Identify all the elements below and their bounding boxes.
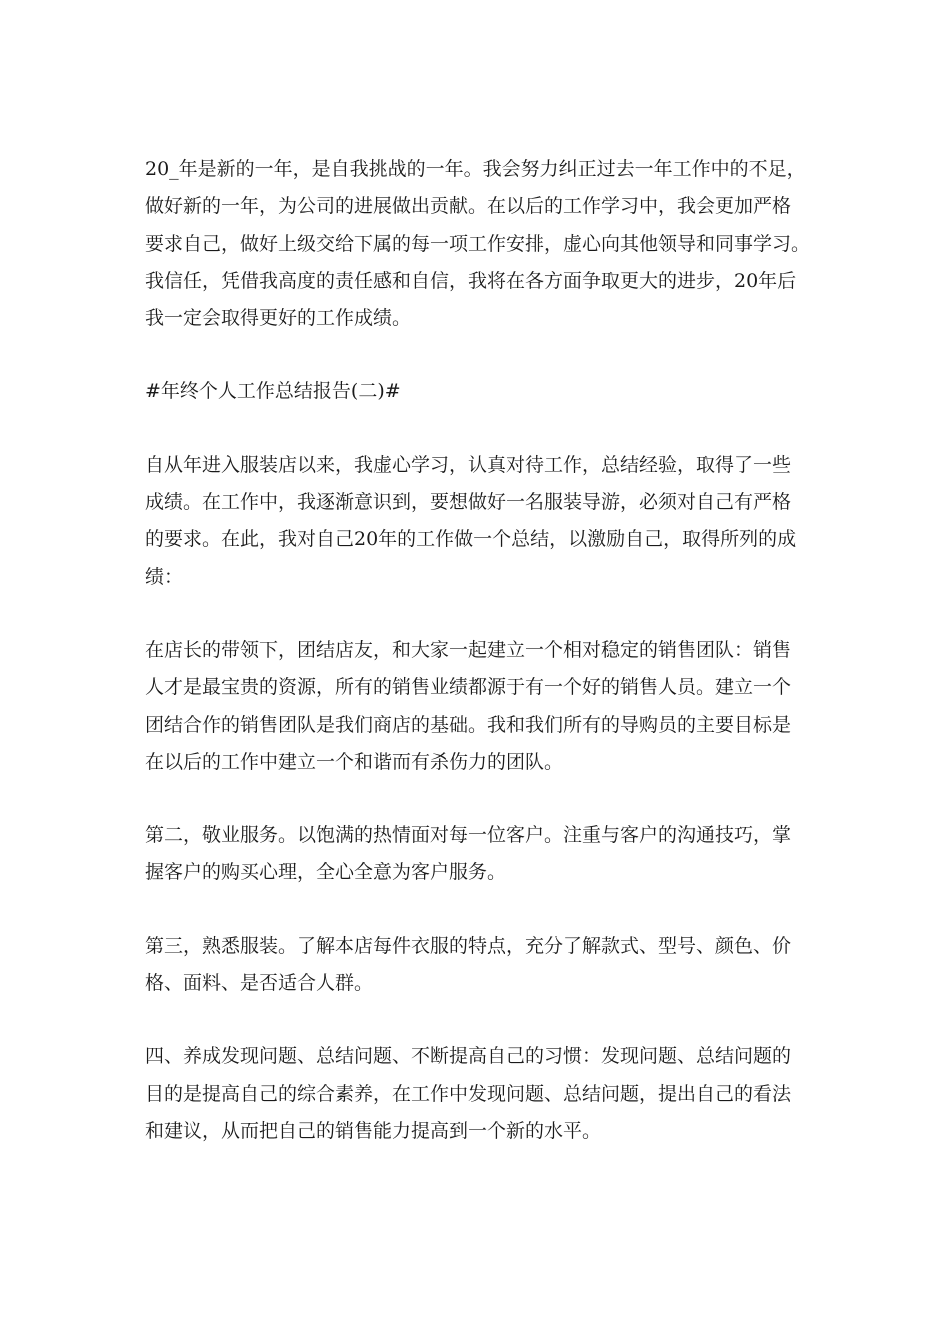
paragraph-line: 的要求。在此，我对自己20年的工作做一个总结，以激励自己，取得所列的成 bbox=[145, 528, 797, 551]
paragraph-line: 20_年是新的一年，是自我挑战的一年。我会努力纠正过去一年工作中的不足， bbox=[145, 158, 806, 180]
paragraph-line: 格、面料、是否适合人群。 bbox=[145, 972, 374, 995]
document-content bbox=[145, 151, 810, 1186]
paragraph-line: 四、养成发现问题、总结问题、不断提高自己的习惯：发现问题、总结问题的 bbox=[145, 1045, 792, 1068]
paragraph-line: 我信任，凭借我高度的责任感和自信，我将在各方面争取更大的进步，20年后 bbox=[145, 269, 797, 292]
heading-text: #年终个人工作总结报告(二)# bbox=[145, 380, 401, 403]
paragraph-line: 要求自己，做好上级交给下属的每一项工作安排，虚心向其他领导和同事学习。 bbox=[145, 232, 811, 255]
body-paragraph-3 bbox=[145, 817, 810, 892]
paragraph-line: 第二，敬业服务。以饱满的热情面对每一位客户。注重与客户的沟通技巧，掌 bbox=[145, 824, 792, 847]
paragraph-line: 绩： bbox=[145, 565, 184, 588]
intro-paragraph bbox=[145, 151, 810, 337]
paragraph-line: 握客户的购买心理，全心全意为客户服务。 bbox=[145, 861, 507, 884]
body-paragraph-1 bbox=[145, 447, 810, 596]
paragraph-line: 在店长的带领下，团结店友，和大家一起建立一个相对稳定的销售团队：销售 bbox=[145, 638, 792, 661]
section-heading bbox=[145, 373, 810, 410]
paragraph-line: 自从年进入服装店以来，我虚心学习，认真对待工作，总结经验，取得了一些 bbox=[145, 453, 792, 476]
paragraph-line: 人才是最宝贵的资源，所有的销售业绩都源于有一个好的销售人员。建立一个 bbox=[145, 676, 792, 699]
paragraph-line: 我一定会取得更好的工作成绩。 bbox=[145, 307, 412, 330]
body-paragraph-2 bbox=[145, 632, 810, 781]
paragraph-line: 第三，熟悉服装。了解本店每件衣服的特点，充分了解款式、型号、颜色、价 bbox=[145, 934, 792, 957]
paragraph-line: 团结合作的销售团队是我们商店的基础。我和我们所有的导购员的主要目标是 bbox=[145, 713, 792, 736]
paragraph-line: 成绩。在工作中，我逐渐意识到，要想做好一名服装导游，必须对自己有严格 bbox=[145, 491, 792, 514]
paragraph-line: 做好新的一年，为公司的进展做出贡献。在以后的工作学习中，我会更加严格 bbox=[145, 195, 792, 218]
paragraph-line: 和建议，从而把自己的销售能力提高到一个新的水平。 bbox=[145, 1119, 602, 1142]
body-paragraph-4 bbox=[145, 928, 810, 1003]
paragraph-line: 在以后的工作中建立一个和谐而有杀伤力的团队。 bbox=[145, 750, 564, 773]
body-paragraph-5 bbox=[145, 1038, 810, 1150]
paragraph-line: 目的是提高自己的综合素养，在工作中发现问题、总结问题，提出自己的看法 bbox=[145, 1082, 792, 1105]
